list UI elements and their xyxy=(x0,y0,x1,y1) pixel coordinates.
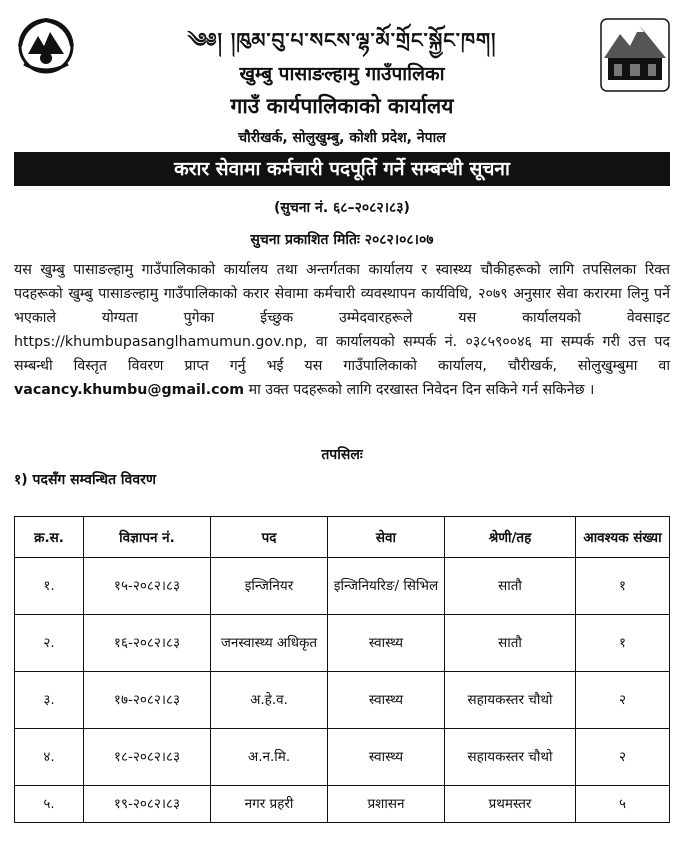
cell-serial: १. xyxy=(15,558,84,615)
office-address: चौरीखर्क, सोलुखुम्बु, कोशी प्रदेश, नेपाल xyxy=(238,130,446,146)
body-paragraph-end: मा उक्त पदहरूको लागि दरखास्त निवेदन दिन सकिने गर्न सकिनेछ । xyxy=(244,382,595,398)
col-serial: क्र.स. xyxy=(15,517,84,558)
table-header-row xyxy=(15,517,670,558)
notice-banner: करार सेवामा कर्मचारी पदपूर्ति गर्ने सम्बन्धी सूचना xyxy=(14,152,670,186)
cell-service: स्वास्थ्य xyxy=(328,615,445,672)
cell-level: सहायकस्तर चौथो xyxy=(445,672,576,729)
cell-count: १ xyxy=(576,558,670,615)
col-level: श्रेणी/तह xyxy=(445,517,576,558)
body-paragraph: यस खुम्बु पासाङल्हामु गाउँपालिकाको कार्यालय तथा अन्तर्गतका कार्यालय र स्वास्थ्य चौकीहरूको लागि तपसिलका रिक्त पदहरूको खुम्बु पासाङल्हामु गाउँपालिकाको करार सेवामा कर्मचारी व्यवस्थापन कार्यविधि, २०७९ अनुसार सेवा करारमा लिनु पर्ने भएकाले योग्यता पुगेका ईच्छुक उम्मेदवारहरूले यस कार्यालयको वेवसाइट https://khumbupasanglhamumun.gov.np, वा कार्यालयको सम्पर्क नं. ०३८५९००४६ मा सम्पर्क गरी उत्त पद सम्बन्धी विस्तृत विवरण प्राप्त गर्नु भई यस गाउँपालिकाको कार्यालय, चौरीखर्क, सोलुखुम्बुमा वा xyxy=(14,262,670,374)
table-row xyxy=(15,729,670,786)
cell-service: स्वास्थ्य xyxy=(328,729,445,786)
cell-level: प्रथमस्तर xyxy=(445,786,576,823)
table-row xyxy=(15,786,670,823)
cell-advertisement-no: १७-२०८२।८३ xyxy=(84,672,211,729)
letterhead xyxy=(0,0,684,150)
municipality-logo-icon xyxy=(600,18,670,92)
cell-advertisement-no: १६-२०८२।८३ xyxy=(84,615,211,672)
cell-count: २ xyxy=(576,672,670,729)
cell-post: जनस्वास्थ्य अधिकृत xyxy=(211,615,328,672)
cell-service: स्वास्थ्य xyxy=(328,672,445,729)
cell-level: सातौ xyxy=(445,615,576,672)
table-row xyxy=(15,558,670,615)
cell-serial: ५. xyxy=(15,786,84,823)
notice-number: (सुचना नं. ६८–२०८२।८३) xyxy=(274,200,410,216)
cell-service: इन्जिनियरिङ/ सिभिल xyxy=(328,558,445,615)
cell-advertisement-no: १५-२०८२।८३ xyxy=(84,558,211,615)
cell-service: प्रशासन xyxy=(328,786,445,823)
col-service: सेवा xyxy=(328,517,445,558)
table-row xyxy=(15,672,670,729)
col-advertisement-no: विज्ञापन नं. xyxy=(84,517,211,558)
cell-count: २ xyxy=(576,729,670,786)
tibetan-title: ༄༅། །ཁུམ་བུ་པ་སངས་ལྷ་མོ་གྲོང་སྐྱོང་ཁག། xyxy=(187,28,497,52)
col-required-count: आवश्यक संख्या xyxy=(576,517,670,558)
published-date: सुचना प्रकाशित मितिः २०८२।०८।०७ xyxy=(250,232,434,248)
office-name: खुम्बु पासाङल्हामु गाउँपालिका xyxy=(239,63,445,85)
cell-count: ५ xyxy=(576,786,670,823)
cell-level: सातौ xyxy=(445,558,576,615)
office-title: गाउँ कार्यपालिकाको कार्यालय xyxy=(230,94,454,118)
cell-post: अ.न.मि. xyxy=(211,729,328,786)
col-post: पद xyxy=(211,517,328,558)
cell-post: अ.हे.व. xyxy=(211,672,328,729)
cell-advertisement-no: १८-२०८२।८३ xyxy=(84,729,211,786)
table-row xyxy=(15,615,670,672)
cell-serial: २. xyxy=(15,615,84,672)
contact-email[interactable]: vacancy.khumbu@gmail.com xyxy=(14,382,245,398)
tapsil-heading: तपसिलः xyxy=(321,447,363,463)
notice-body xyxy=(14,258,670,402)
cell-level: सहायकस्तर चौथो xyxy=(445,729,576,786)
cell-serial: ३. xyxy=(15,672,84,729)
cell-serial: ४. xyxy=(15,729,84,786)
section-heading: १) पदसँग सम्वन्धित विवरण xyxy=(14,472,156,488)
vacancy-table xyxy=(14,516,670,823)
cell-post: नगर प्रहरी xyxy=(211,786,328,823)
cell-count: १ xyxy=(576,615,670,672)
cell-advertisement-no: १९-२०८२।८३ xyxy=(84,786,211,823)
cell-post: इन्जिनियर xyxy=(211,558,328,615)
